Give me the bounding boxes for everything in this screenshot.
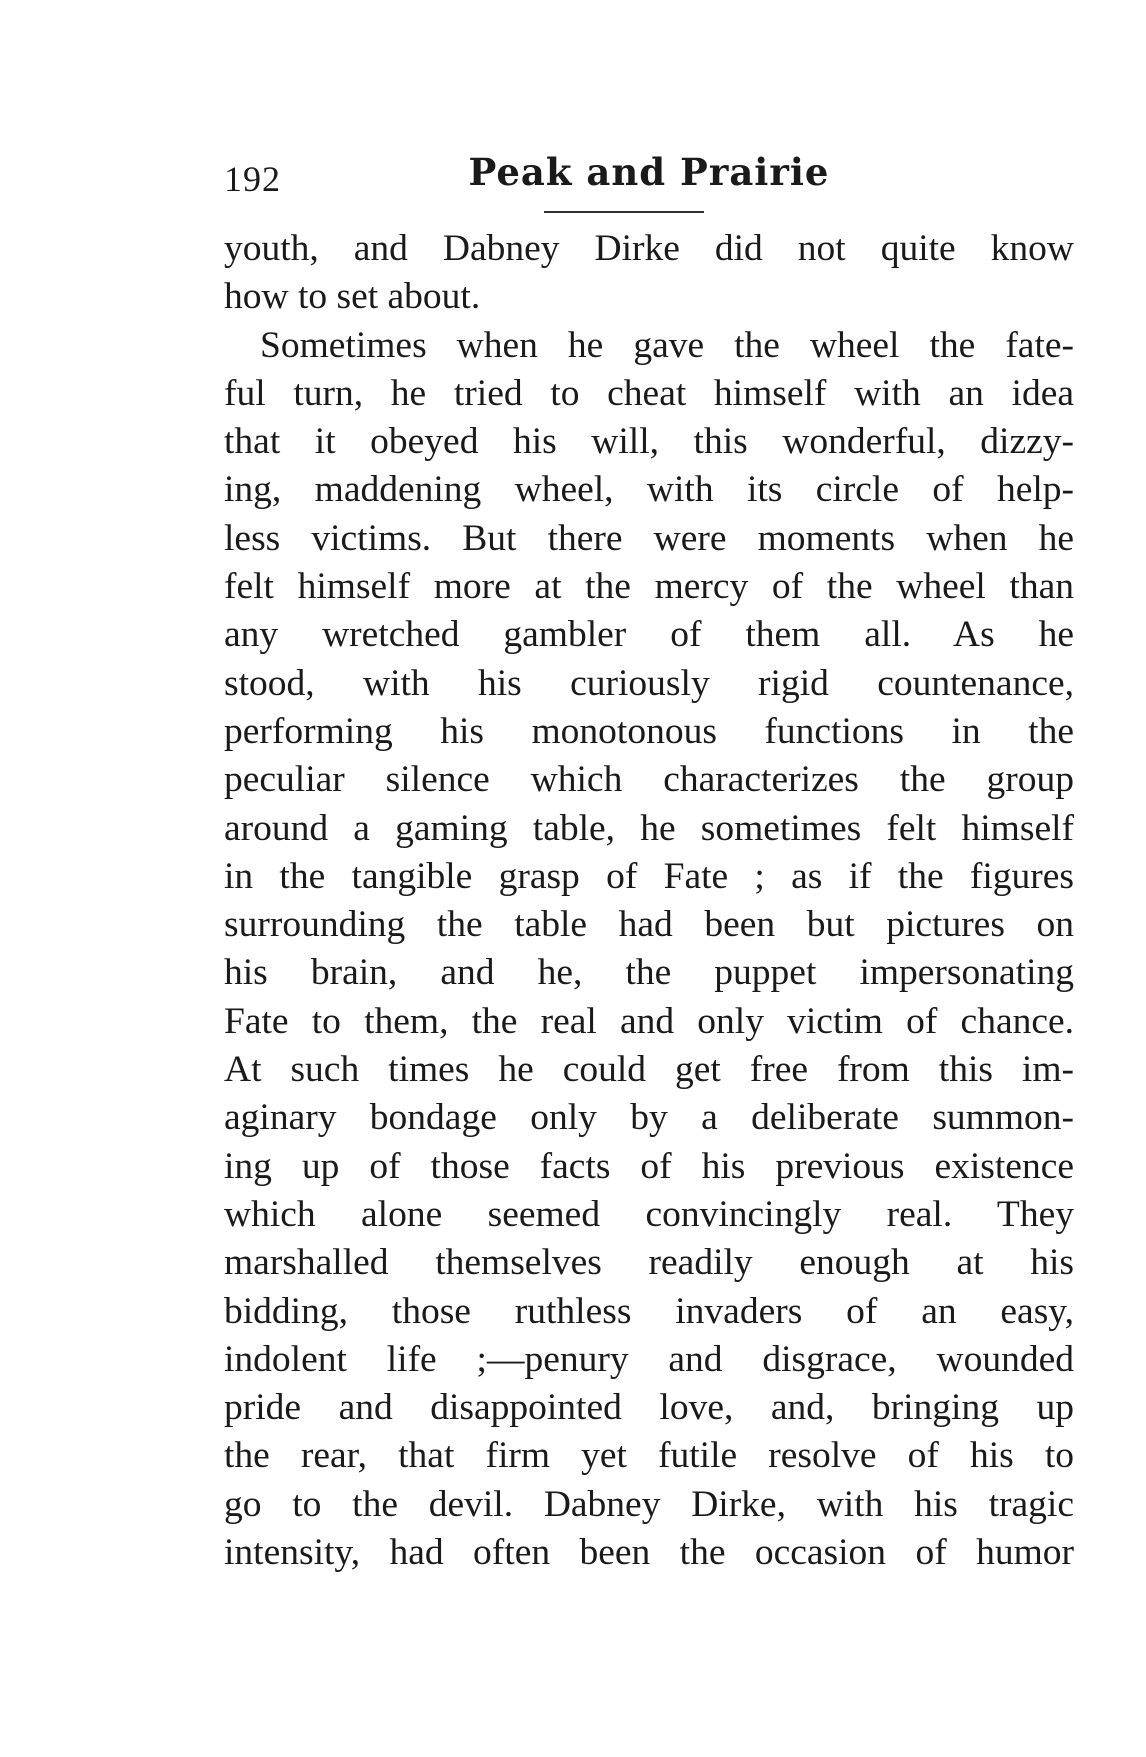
text-line: that it obeyed his will, this wonderful, dizzy- <box>224 421 1074 463</box>
text-line: Sometimes when he gave the wheel the fate- <box>260 324 1074 366</box>
text-line: bidding, those ruthless invaders of an easy, <box>224 1290 1074 1332</box>
paragraph <box>224 225 1074 322</box>
page-header <box>224 150 1074 210</box>
paragraph <box>224 322 1074 1578</box>
text-line: peculiar silence which characterizes the group <box>224 759 1074 801</box>
text-line: At such times he could get free from this im- <box>224 1049 1074 1091</box>
text-line: ful turn, he tried to cheat himself with an idea <box>224 372 1074 414</box>
text-line: marshalled themselves readily enough at his <box>224 1242 1074 1284</box>
text-line: intensity, had often been the occasion of humor <box>224 1532 1074 1574</box>
text-line: ing up of those facts of his previous existence <box>224 1145 1074 1187</box>
text-line: indolent life ;—penury and disgrace, wounded <box>224 1338 1074 1380</box>
text-line: stood, with his curiously rigid countenance, <box>224 662 1074 704</box>
running-title: Peak and Prairie <box>468 150 830 194</box>
text-line: aginary bondage only by a deliberate summon- <box>224 1097 1074 1139</box>
text-line: his brain, and he, the puppet impersonating <box>224 952 1074 994</box>
text-line: in the tangible grasp of Fate ; as if the figures <box>224 855 1074 897</box>
text-line: surrounding the table had been but pictures on <box>224 904 1074 946</box>
body-text <box>224 225 1074 1577</box>
text-line: go to the devil. Dabney Dirke, with his tragic <box>224 1483 1074 1525</box>
text-line: the rear, that firm yet futile resolve of his to <box>224 1435 1074 1477</box>
text-line: performing his monotonous functions in the <box>224 710 1074 752</box>
text-line: less victims. But there were moments when he <box>224 517 1074 559</box>
text-line: any wretched gambler of them all. As he <box>224 614 1074 656</box>
text-line: Fate to them, the real and only victim of chance. <box>224 1000 1074 1042</box>
text-line: which alone seemed convincingly real. They <box>224 1193 1074 1235</box>
text-line: ing, maddening wheel, with its circle of help- <box>224 469 1074 511</box>
text-line: around a gaming table, he sometimes felt himself <box>224 807 1074 849</box>
text-line: youth, and Dabney Dirke did not quite know <box>224 228 1074 269</box>
text-line: pride and disappointed love, and, bringing up <box>224 1387 1074 1429</box>
header-rule <box>544 211 704 213</box>
page-number: 192 <box>224 159 281 199</box>
text-line: how to set about. <box>224 276 481 318</box>
text-line: felt himself more at the mercy of the wheel than <box>224 566 1074 608</box>
